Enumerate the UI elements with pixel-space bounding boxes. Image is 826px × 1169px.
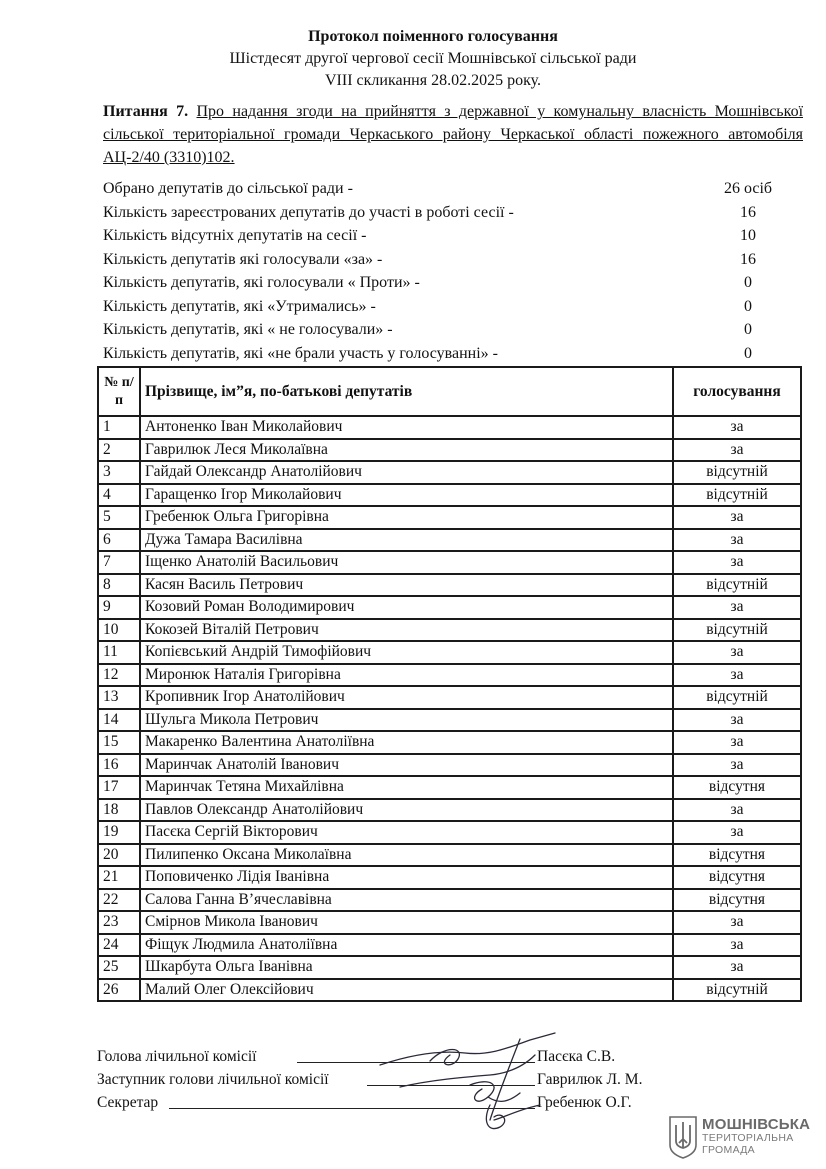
- deputy-name: Шульга Микола Петрович: [140, 709, 673, 732]
- table-row: [98, 799, 801, 822]
- table-row: [98, 619, 801, 642]
- handwritten-signatures-icon: [370, 1025, 570, 1140]
- row-number: 23: [98, 911, 140, 934]
- vote-result: за: [673, 956, 801, 979]
- stat-row: [103, 224, 803, 248]
- stat-value: 0: [744, 344, 752, 362]
- convocation-date-line: VIII скликання 28.02.2025 року.: [324, 72, 542, 89]
- stat-value: 0: [744, 297, 752, 315]
- deputy-name: Козовий Роман Володимирович: [140, 596, 673, 619]
- stat-label: Кількість зареєстрованих депутатів до участі в роботі сесії -: [103, 203, 514, 221]
- question-number: Питання 7.: [103, 103, 189, 120]
- row-number: 2: [98, 439, 140, 462]
- table-row: [98, 776, 801, 799]
- table-row: [98, 934, 801, 957]
- row-number: 11: [98, 641, 140, 664]
- table-header-row: [98, 367, 801, 416]
- vote-result: за: [673, 551, 801, 574]
- signature-role: Заступник голови лічильної комісії: [97, 1071, 329, 1088]
- row-number: 25: [98, 956, 140, 979]
- deputy-name: Копієвський Андрій Тимофійович: [140, 641, 673, 664]
- vote-result: відсутній: [673, 461, 801, 484]
- community-logo: [668, 1115, 818, 1159]
- row-number: 6: [98, 529, 140, 552]
- logo-title: МОШНІВСЬКА: [702, 1116, 811, 1133]
- row-number: 10: [98, 619, 140, 642]
- agenda-question: [103, 100, 803, 169]
- deputy-name: Гребенюк Ольга Григорівна: [140, 506, 673, 529]
- vote-result: відсутній: [673, 686, 801, 709]
- vote-result: за: [673, 821, 801, 844]
- table-row: [98, 529, 801, 552]
- row-number: 4: [98, 484, 140, 507]
- table-row: [98, 641, 801, 664]
- vote-result: за: [673, 911, 801, 934]
- deputy-name: Іщенко Анатолій Васильович: [140, 551, 673, 574]
- deputy-name: Поповиченко Лідія Іванівна: [140, 866, 673, 889]
- deputy-name: Гайдай Олександр Анатолійович: [140, 461, 673, 484]
- deputy-name: Антоненко Іван Миколайович: [140, 416, 673, 439]
- stat-label: Кількість депутатів, які голосували « Проти» -: [103, 274, 420, 291]
- signatory-name: Пасєка С.В.: [537, 1048, 616, 1065]
- logo-subtitle: [702, 1133, 794, 1156]
- vote-result: за: [673, 934, 801, 957]
- vote-result: відсутня: [673, 889, 801, 912]
- signatory-name: Гаврилюк Л. М.: [537, 1071, 643, 1088]
- row-number: 8: [98, 574, 140, 597]
- row-number: 16: [98, 754, 140, 777]
- table-row: [98, 664, 801, 687]
- row-number: 13: [98, 686, 140, 709]
- deputy-name: Пилипенко Оксана Миколаївна: [140, 844, 673, 867]
- deputy-name: Маринчак Тетяна Михайлівна: [140, 776, 673, 799]
- table-row: [98, 866, 801, 889]
- signature-role: Голова лічильної комісії: [97, 1048, 257, 1065]
- stat-row: [103, 177, 803, 201]
- deputy-name: Пасєка Сергій Вікторович: [140, 821, 673, 844]
- deputy-name: Кокозей Віталій Петрович: [140, 619, 673, 642]
- column-header-number: № п/п: [98, 367, 140, 416]
- vote-result: відсутній: [673, 979, 801, 1002]
- column-header-name: Прізвище, ім”я, по-батькові депутатів: [140, 367, 673, 416]
- vote-result: за: [673, 799, 801, 822]
- title-block: [0, 26, 826, 92]
- document-title: Протокол поіменного голосування: [308, 28, 558, 45]
- deputy-name: Макаренко Валентина Анатоліївна: [140, 731, 673, 754]
- stat-row: [103, 271, 803, 295]
- table-row: [98, 709, 801, 732]
- deputy-name: Смірнов Микола Іванович: [140, 911, 673, 934]
- roll-call-table: [97, 366, 802, 1002]
- table-row: [98, 416, 801, 439]
- stat-label: Кількість депутатів, які «не брали участь у голосуванні» -: [103, 344, 498, 362]
- vote-result: за: [673, 596, 801, 619]
- stat-value: 0: [744, 321, 752, 338]
- table-row: [98, 956, 801, 979]
- row-number: 7: [98, 551, 140, 574]
- row-number: 24: [98, 934, 140, 957]
- row-number: 3: [98, 461, 140, 484]
- vote-result: за: [673, 664, 801, 687]
- table-row: [98, 574, 801, 597]
- vote-result: відсутній: [673, 574, 801, 597]
- row-number: 14: [98, 709, 140, 732]
- trident-icon: [668, 1115, 698, 1159]
- deputy-name: Миронюк Наталія Григорівна: [140, 664, 673, 687]
- row-number: 9: [98, 596, 140, 619]
- table-row: [98, 844, 801, 867]
- deputy-name: Гаврилюк Леся Миколаївна: [140, 439, 673, 462]
- row-number: 1: [98, 416, 140, 439]
- stat-row: [103, 295, 803, 319]
- stat-label: Кількість депутатів, які «Утримались» -: [103, 297, 376, 315]
- deputy-name: Кропивник Ігор Анатолійович: [140, 686, 673, 709]
- row-number: 12: [98, 664, 140, 687]
- question-text: Про надання згоди на прийняття з державної у комунальну власність Мошнівської сільської територіальної громади Черкаського району Черкаської області пожежного автомобіля АЦ-2/40 (3310)102.: [103, 103, 804, 166]
- vote-result: відсутній: [673, 484, 801, 507]
- stat-row: [103, 318, 803, 342]
- deputy-name: Салова Ганна В’ячеславівна: [140, 889, 673, 912]
- table-row: [98, 439, 801, 462]
- vote-result: відсутній: [673, 619, 801, 642]
- row-number: 17: [98, 776, 140, 799]
- vote-result: за: [673, 709, 801, 732]
- deputy-name: Маринчак Анатолій Іванович: [140, 754, 673, 777]
- stat-value: 16: [740, 250, 756, 268]
- table-row: [98, 979, 801, 1002]
- deputy-name: Дужа Тамара Василівна: [140, 529, 673, 552]
- stat-row: [103, 342, 803, 366]
- table-row: [98, 731, 801, 754]
- table-row: [98, 821, 801, 844]
- stat-value: 16: [740, 203, 756, 221]
- vote-result: відсутня: [673, 776, 801, 799]
- signatory-name: Гребенюк О.Г.: [537, 1094, 632, 1111]
- deputy-name: Гаращенко Ігор Миколайович: [140, 484, 673, 507]
- logo-subtitle-line: ТЕРИТОРІАЛЬНА: [702, 1132, 794, 1144]
- vote-result: за: [673, 529, 801, 552]
- stat-label: Кількість депутатів, які « не голосували» -: [103, 321, 393, 338]
- stat-row: [103, 201, 803, 225]
- row-number: 22: [98, 889, 140, 912]
- table-row: [98, 686, 801, 709]
- session-line: Шістдесят другої чергової сесії Мошнівської сільської ради: [229, 50, 637, 67]
- logo-subtitle-line: ГРОМАДА: [702, 1143, 755, 1156]
- deputy-name: Шкарбута Ольга Іванівна: [140, 956, 673, 979]
- deputy-name: Павлов Олександр Анатолійович: [140, 799, 673, 822]
- table-row: [98, 551, 801, 574]
- vote-result: за: [673, 754, 801, 777]
- stat-label: Кількість відсутніх депутатів на сесії -: [103, 227, 367, 244]
- stat-row: [103, 248, 803, 272]
- stat-label: Кількість депутатів які голосували «за» -: [103, 250, 383, 268]
- row-number: 20: [98, 844, 140, 867]
- deputy-name: Малий Олег Олексійович: [140, 979, 673, 1002]
- signature-role: Секретар: [97, 1094, 159, 1111]
- vote-result: за: [673, 731, 801, 754]
- deputy-name: Фіщук Людмила Анатоліївна: [140, 934, 673, 957]
- stat-value: 0: [744, 274, 752, 291]
- table-row: [98, 889, 801, 912]
- row-number: 5: [98, 506, 140, 529]
- stat-value: 10: [740, 227, 756, 244]
- vote-result: за: [673, 641, 801, 664]
- vote-result: за: [673, 416, 801, 439]
- table-row: [98, 911, 801, 934]
- table-row: [98, 754, 801, 777]
- vote-statistics: [103, 177, 803, 365]
- table-row: [98, 506, 801, 529]
- deputy-name: Касян Василь Петрович: [140, 574, 673, 597]
- column-header-vote: голосування: [673, 367, 801, 416]
- table-row: [98, 484, 801, 507]
- vote-result: за: [673, 439, 801, 462]
- row-number: 21: [98, 866, 140, 889]
- vote-result: за: [673, 506, 801, 529]
- stat-label: Обрано депутатів до сільської ради -: [103, 180, 353, 197]
- row-number: 18: [98, 799, 140, 822]
- row-number: 26: [98, 979, 140, 1002]
- row-number: 15: [98, 731, 140, 754]
- table-row: [98, 461, 801, 484]
- vote-result: відсутня: [673, 866, 801, 889]
- stat-value: 26 осіб: [723, 180, 773, 197]
- vote-result: відсутня: [673, 844, 801, 867]
- row-number: 19: [98, 821, 140, 844]
- table-row: [98, 596, 801, 619]
